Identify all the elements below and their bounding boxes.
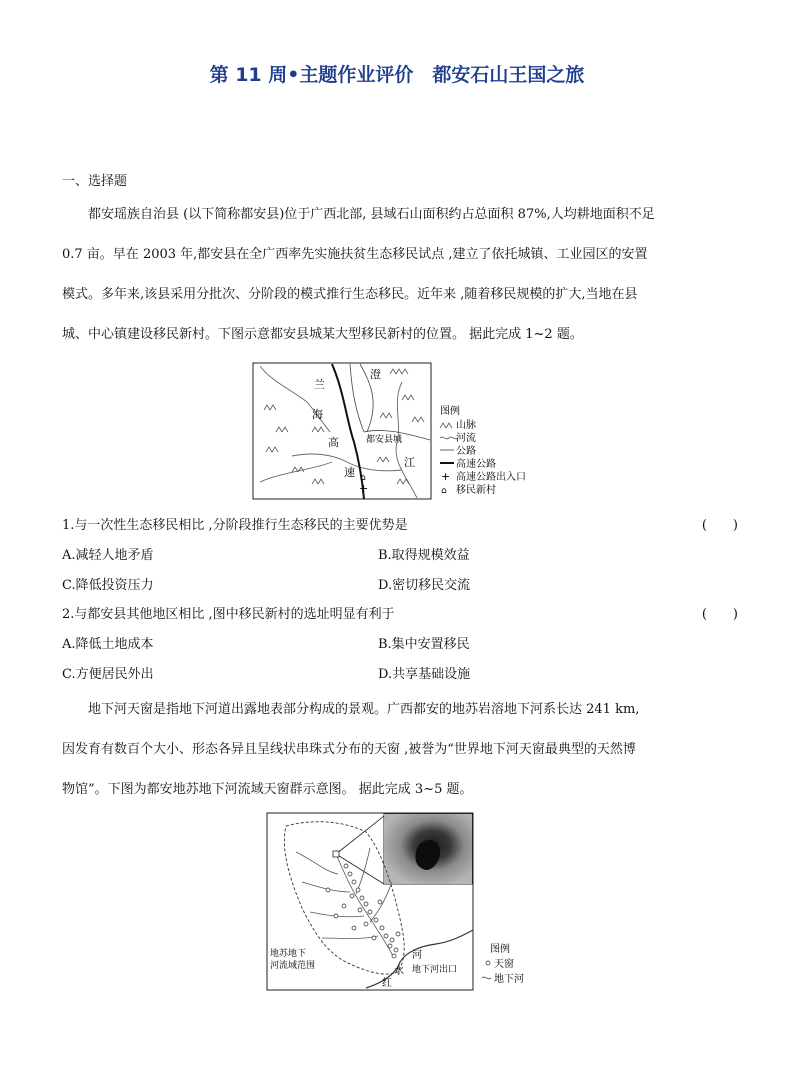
outlet-label: 地下河出口 — [412, 965, 458, 975]
map-label-su: 速 — [344, 466, 355, 479]
photo-location-marker — [333, 851, 339, 857]
answer-blank: ( ) — [701, 607, 738, 622]
map-label-he: 河 — [412, 950, 422, 961]
page-title: 第 11 周•主题作业评价 都安石山王国之旅 — [209, 64, 585, 86]
question-stem: 1.与一次性生态移民相比 ,分阶段推行生态移民的主要优势是 — [62, 518, 408, 533]
legend-title: 图例 — [490, 944, 510, 955]
map-label-gao: 高 — [328, 436, 339, 449]
section-heading: 一、选择题 — [62, 174, 128, 189]
map-label-shui: 水 — [394, 966, 404, 977]
option-b: B.集中安置移民 — [378, 637, 470, 652]
legend-item: 河流 — [456, 433, 476, 444]
map-migrant-village — [252, 362, 552, 504]
map-label-county: 都安县城 — [366, 435, 403, 445]
answer-blank: ( ) — [701, 518, 738, 533]
legend-item: 移民新村 — [456, 485, 496, 496]
option-a: A.降低土地成本 — [62, 637, 154, 652]
passage-2-line: 物馆”。下图为都安地苏地下河流域天窗群示意图。 据此完成 3~5 题。 — [62, 782, 473, 797]
option-c: C.降低投资压力 — [62, 578, 154, 593]
legend-skylight-icon — [486, 961, 490, 965]
legend-item: 高速公路 — [456, 459, 496, 470]
map-label-cheng: 澄 — [370, 368, 381, 381]
basin-label: 河流域范围 — [270, 961, 316, 971]
legend-exit-icon: + — [441, 470, 451, 483]
map-skylight-group — [266, 812, 546, 992]
legend-item: 山脉 — [456, 420, 476, 431]
passage-1 — [62, 195, 734, 355]
legend-title: 图例 — [440, 406, 460, 417]
legend-item: 公路 — [456, 446, 476, 457]
legend-item: 地下河 — [494, 974, 524, 985]
legend-item: 天窗 — [494, 959, 514, 970]
passage-1-line: 模式。多年来,该县采用分批次、分阶段的模式推行生态移民。近年来 ,随着移民规模的扩大,当地在县 — [62, 287, 638, 302]
option-b: B.取得规模效益 — [378, 548, 470, 563]
map-label-hong: 红 — [382, 978, 392, 989]
passage-2-line: 地下河天窗是指地下河道出露地表部分构成的景观。广西都安的地苏岩溶地下河系长达 241 km, — [88, 702, 640, 717]
legend-village-icon: ⌂ — [441, 486, 447, 496]
passage-1-line: 城、中心镇建设移民新村。下图示意都安县城某大型移民新村的位置。 据此完成 1~2 题。 — [62, 327, 583, 342]
expressway-exit-icon: + — [359, 482, 369, 495]
map-label-lan: 兰 — [314, 378, 325, 391]
map-label-hai: 海 — [312, 408, 323, 421]
passage-1-line: 0.7 亩。早在 2003 年,都安县在全广西率先实施扶贫生态移民试点 ,建立了依托城镇、工业园区的安置 — [62, 247, 648, 262]
legend-mountain-icon — [440, 423, 452, 428]
option-c: C.方便居民外出 — [62, 667, 154, 682]
option-d: D.共享基础设施 — [378, 667, 471, 682]
legend-underground-river-icon — [482, 977, 491, 979]
legend-item: 高速公路出入口 — [456, 472, 526, 483]
migrant-village-icon: ⌂ — [360, 473, 366, 483]
option-a: A.减轻人地矛盾 — [62, 548, 154, 563]
option-d: D.密切移民交流 — [378, 578, 471, 593]
passage-2 — [62, 690, 734, 810]
map-label-jiang: 江 — [404, 456, 415, 469]
passage-2-line: 因发育有数百个大小、形态各异且呈线状串珠式分布的天窗 ,被誉为“世界地下河天窗最典型的天然博 — [62, 742, 636, 757]
basin-label: 地苏地下 — [270, 949, 307, 959]
passage-1-line: 都安瑶族自治县 (以下简称都安县)位于广西北部, 县域石山面积约占总面积 87%,人均耕地面积不足 — [88, 207, 655, 222]
question-stem: 2.与都安县其他地区相比 ,图中移民新村的选址明显有利于 — [62, 607, 395, 622]
